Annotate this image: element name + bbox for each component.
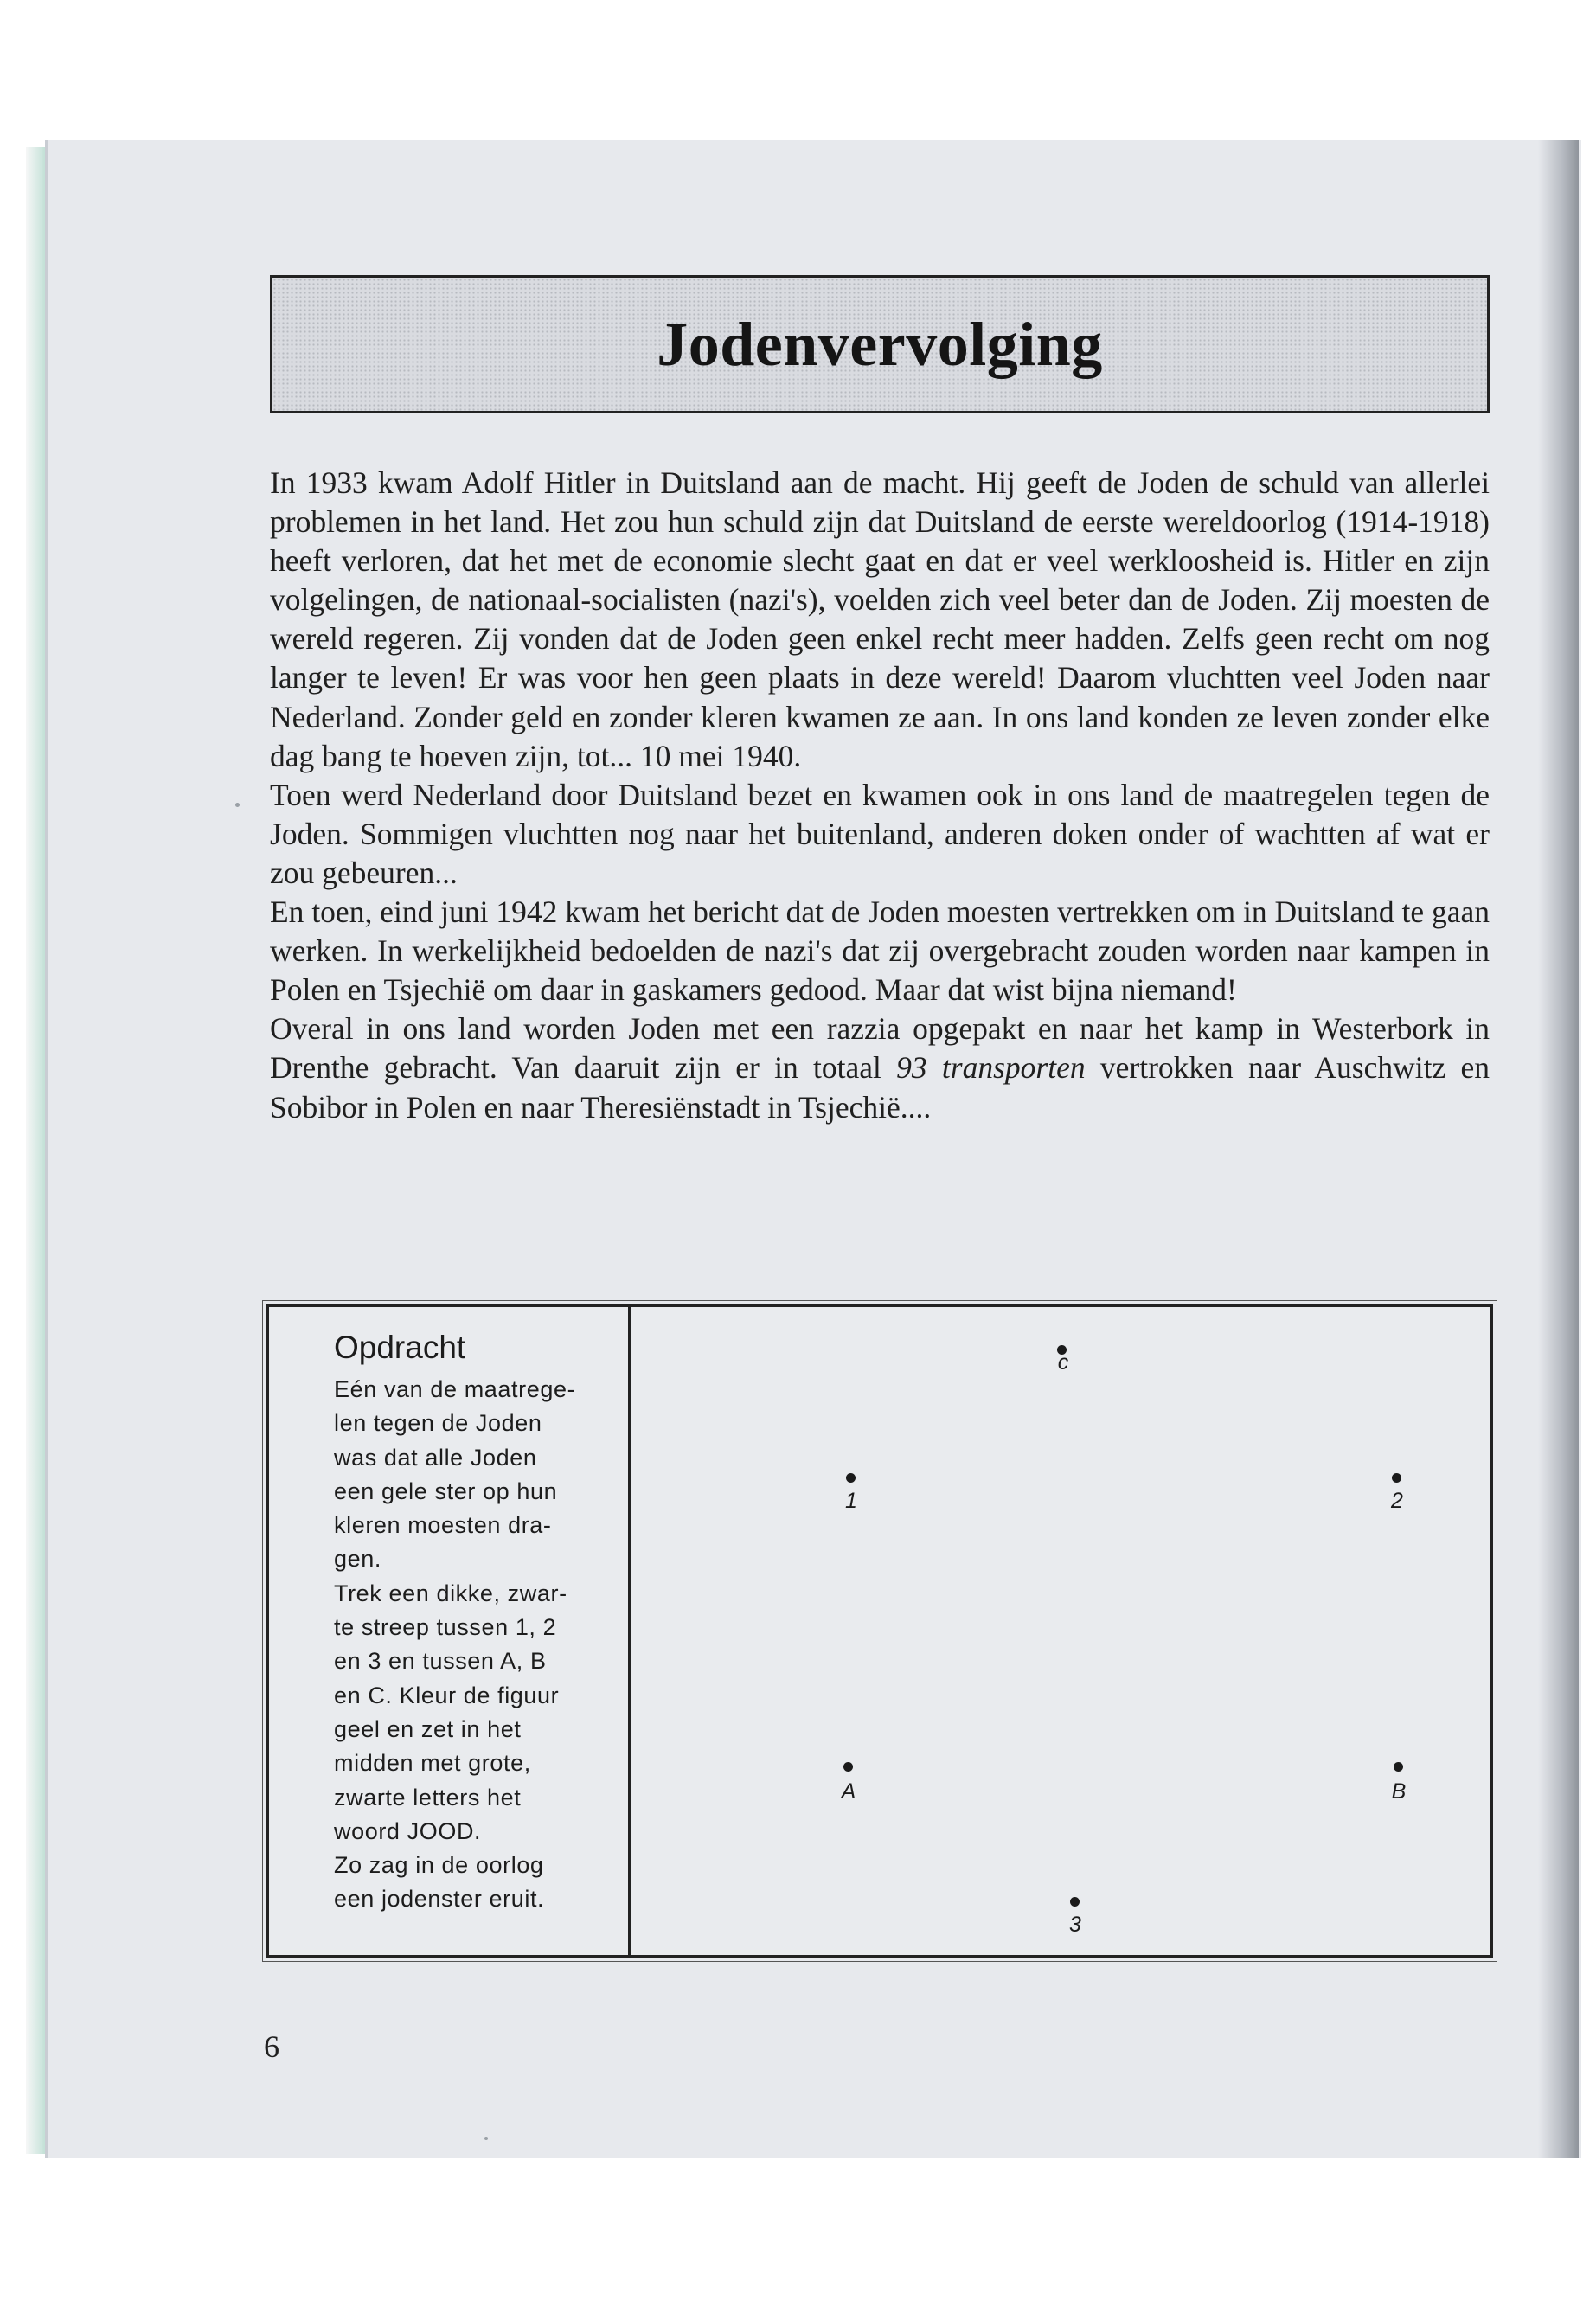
point-a-dot — [843, 1762, 853, 1772]
page-edge-shadow — [1538, 140, 1579, 2158]
emphasis-text: 93 transporten — [896, 1050, 1086, 1086]
assignment-text: Eén van de maatrege- len tegen de Joden was dat alle Joden een gele ster op hun kleren moesten dra- gen. Trek een dikke, zwar- te streep tussen 1, 2 en 3 en tussen A, B en C. Kleur de figuur geel en zet in het midden met grote, zwarte letters het woord JOOD. Zo zag in de oorlog een jodenster eruit. — [334, 1376, 576, 1913]
paragraph-text: vertrokken naar Auschwitz en Sobibor in Polen en naar Theresiënstadt in Tsjechië.... — [270, 1050, 1490, 1125]
paragraph-text: Overal in ons land worden Joden met een razzia opgepakt en naar het kamp in Westerbork in Drenthe gebracht. Van daaruit zijn er in totaal — [270, 1011, 1490, 1086]
point-a-label: A — [841, 1779, 856, 1804]
page-number: 6 — [264, 2029, 279, 2064]
drawing-area[interactable] — [631, 1307, 1490, 1955]
point-1-label: 1 — [845, 1489, 857, 1513]
point-2-label: 2 — [1391, 1489, 1403, 1513]
scan-speck — [484, 2137, 488, 2140]
page-title: Jodenvervolging — [657, 309, 1103, 379]
scan-speck — [235, 803, 240, 807]
point-3-dot — [1070, 1897, 1080, 1907]
point-2-dot — [1392, 1473, 1401, 1483]
paragraph: In 1933 kwam Adolf Hitler in Duitsland aan de macht. Hij geeft de Joden de schuld van allerlei problemen in het land. Het zou hun schuld zijn dat Duitsland de eerste wereldoorlog (1914-1918) heeft verloren, dat het met de economie slecht gaat en dat er veel werkloosheid is. Hitler en zijn volgelingen, de nationaal-socialisten (nazi's), voelden zich veel beter dan de Joden. Zij moesten de wereld regeren. Zij vonden dat de Joden geen enkel recht meer hadden. Zelfs geen recht om nog langer te leven! Er was voor hen geen plaats in deze wereld! Daarom vluchtten veel Joden naar Nederland. Zonder geld en zonder kleren kwamen ze aan. In ons land konden ze leven zonder elke dag bang te hoeven zijn, tot... 10 mei 1940. — [270, 465, 1490, 773]
assignment-box — [266, 1304, 1493, 1958]
paragraph — [270, 1009, 1490, 1126]
body-text — [270, 464, 1490, 1127]
point-1-dot — [846, 1473, 856, 1483]
assignment-heading: Opdracht — [334, 1330, 466, 1365]
title-box — [270, 275, 1490, 413]
point-b-dot — [1394, 1762, 1403, 1772]
paragraph: Toen werd Nederland door Duitsland bezet en kwamen ook in ons land de maatregelen tegen de Joden. Sommigen vluchtten nog naar het buitenland, anderen doken onder of wachtten af wat er zou gebeuren... — [270, 777, 1490, 890]
point-c-label: c — [1057, 1350, 1069, 1375]
paragraph: En toen, eind juni 1942 kwam het bericht dat de Joden moesten vertrekken om in Duitsland te gaan werken. In werkelijkheid bedoelden de nazi's dat zij overgebracht zouden worden naar kampen in Polen en Tsjechië om daar in gaskamers gedood. Maar dat wist bijna niemand! — [270, 894, 1490, 1008]
assignment-instructions — [269, 1307, 631, 1955]
point-b-label: B — [1391, 1779, 1407, 1804]
point-3-label: 3 — [1069, 1913, 1081, 1937]
